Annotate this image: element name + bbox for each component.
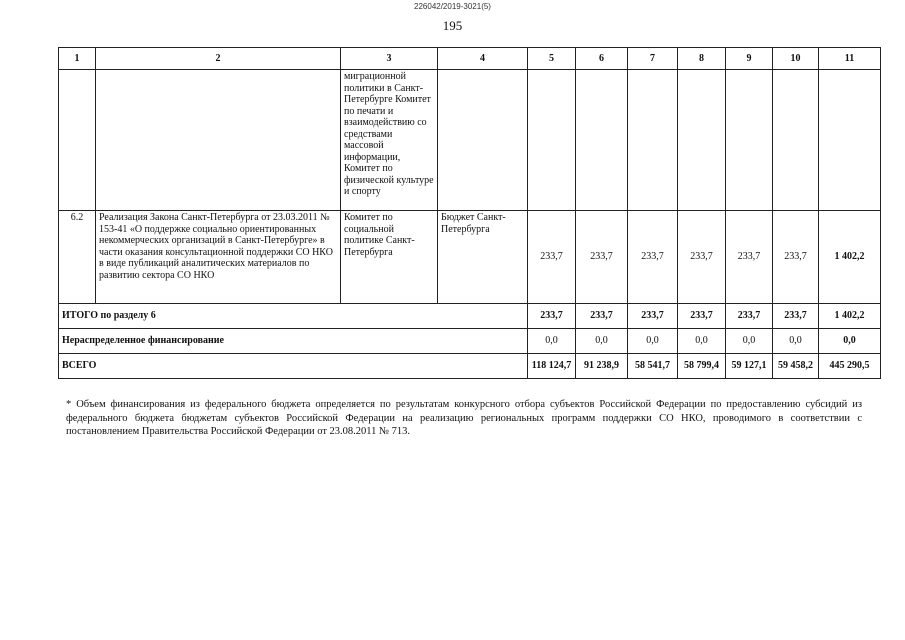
value-cell: 0,0 [773,329,819,354]
section-total-row [59,304,881,329]
value-cell: 233,7 [628,211,678,304]
value-cell: 91 238,9 [576,354,628,379]
value-cell: 233,7 [726,211,773,304]
table-row-continuation [59,70,881,211]
column-header: 10 [773,48,819,70]
value-cell: 58 799,4 [678,354,726,379]
column-header: 8 [678,48,726,70]
value-cell: 0,0 [726,329,773,354]
value-cell: 0,0 [678,329,726,354]
value-cell: 118 124,7 [528,354,576,379]
footnote: * Объем финансирования из федерального бюджета определяется по результатам конкурсного отбора субъектов Российской Федерации по предоставлению субсидий из федерального бюджета бюджетам субъектов Российской Федерации на реализацию региональных программ поддержки СО НКО, проводимого в соответствии с постановлением Правительства Российской Федерации от 23.08.2011 № 713. [66,399,862,438]
value-cell: 0,0 [528,329,576,354]
document-code: 226042/2019-3021(5) [414,2,491,11]
column-header: 4 [438,48,528,70]
value-cell: 233,7 [576,304,628,329]
value-cell: 233,7 [628,304,678,329]
column-header: 5 [528,48,576,70]
column-header: 3 [341,48,438,70]
value-cell: 59 458,2 [773,354,819,379]
budget-table [58,47,881,379]
value-cell: 233,7 [528,304,576,329]
grand-total-row [59,354,881,379]
value-cell: 233,7 [678,304,726,329]
column-header: 1 [59,48,96,70]
value-cell: 59 127,1 [726,354,773,379]
value-cell: 233,7 [528,211,576,304]
column-header: 2 [96,48,341,70]
row-number: 6.2 [59,211,96,304]
value-cell: 233,7 [773,304,819,329]
table-row-6-2 [59,211,881,304]
value-total-cell: 0,0 [819,329,881,354]
column-header: 7 [628,48,678,70]
table-header-row [59,48,881,70]
value-cell: 233,7 [576,211,628,304]
funding-source-cell: Бюджет Санкт-Петербурга [438,211,528,304]
value-cell: 233,7 [678,211,726,304]
value-total-cell: 1 402,2 [819,304,881,329]
column-header: 11 [819,48,881,70]
value-cell: 233,7 [726,304,773,329]
value-total-cell: 445 290,5 [819,354,881,379]
section-total-label: ИТОГО по разделу 6 [59,304,528,329]
grand-total-label: ВСЕГО [59,354,528,379]
value-cell: 0,0 [628,329,678,354]
unallocated-label: Нераспределенное финансирование [59,329,528,354]
value-cell: 58 541,7 [628,354,678,379]
column-header: 6 [576,48,628,70]
value-cell: 0,0 [576,329,628,354]
executor-cell: Комитет по социальной политике Санкт-Петербурга [341,211,438,304]
unallocated-row [59,329,881,354]
executor-cell: миграционной политики в Санкт-Петербурге Комитет по печати и взаимодействию со средствами массовой информации, Комитет по физической культуре и спорту [341,70,438,211]
value-cell: 233,7 [773,211,819,304]
value-total-cell: 1 402,2 [819,211,881,304]
column-header: 9 [726,48,773,70]
measure-name-cell: Реализация Закона Санкт-Петербурга от 23.03.2011 № 153-41 «О поддержке социально ориентированных некоммерческих организаций в Санкт-Петербурге» в части оказания консультационной поддержки СО НКО в виде публикаций аналитических материалов по развитию сектора СО НКО [96,211,341,304]
page-number: 195 [442,18,463,33]
